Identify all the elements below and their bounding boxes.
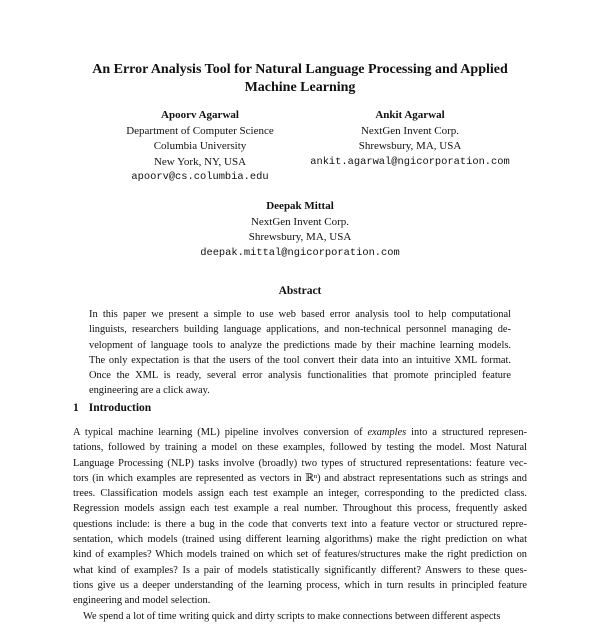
body-line: what kind of examples? Is a pair of models statistically significantly different? Answers to these ques- [73, 564, 527, 576]
emphasis-examples: examples [367, 427, 407, 438]
abstract-line: In this paper we present a simple to use web based error analysis tool to help computational [89, 309, 511, 320]
author-affiliation: New York, NY, USA [153, 155, 247, 168]
author-affiliation: Shrewsbury, MA, USA [248, 231, 352, 243]
section-number: 1 [73, 402, 79, 414]
body-text: A typical machine learning (ML) pipeline involves conversion of [73, 427, 368, 438]
body-text: into a structured represen- [406, 427, 527, 438]
abstract-line: Once the XML is ready, several error analysis functionalities that promote principled feature [89, 370, 511, 382]
body-line: We spend a lot of time writing quick and dirty scripts to make connections between different aspects [83, 610, 501, 622]
abstract-line: The only expectation is that the users of the tool convert their data into an intuitive XML format. [89, 354, 511, 366]
author-affiliation: Shrewsbury, MA, USA [358, 140, 462, 152]
title-line-2: Machine Learning [244, 80, 356, 95]
body-line: trees. Classification models assign each test example an integer, corresponding to the predicted class. [73, 488, 527, 500]
body-line: tions give us a deeper understanding of the learning process, which in turn results in principled feature [73, 579, 527, 591]
author-block-3 [150, 199, 450, 261]
author-affiliation: NextGen Invent Corp. [360, 124, 460, 137]
author-name: Apoorv Agarwal [161, 109, 239, 121]
abstract-heading: Abstract [278, 285, 322, 297]
author-block-1 [100, 108, 300, 186]
abstract-line: velopment of language tools to analyze the predictions made by their machine learning models. [89, 339, 511, 351]
author-name: Deepak Mittal [266, 200, 334, 212]
abstract-line: engineering are a click away. [89, 385, 210, 397]
body-line: questions include: is there a bug in the code that converts text into a feature vector or structured repre- [73, 518, 527, 530]
author-affiliation: NextGen Invent Corp. [250, 215, 350, 228]
title-line-1: An Error Analysis Tool for Natural Language Processing and Applied [92, 62, 508, 77]
body-line: Language Processing (NLP) tasks involve (broadly) two types of structured representations: feature vec- [73, 457, 527, 469]
abstract-line: linguists, researchers building language applications, and non-technical personnel managing de- [89, 324, 511, 336]
body-line: tors (in which examples are represented as vectors in ℝⁿ) and abstract representations such as strings and [73, 472, 527, 484]
author-email: apoorv@cs.columbia.edu [131, 171, 269, 183]
section-heading-introduction [73, 402, 151, 414]
body-line: tations, followed by training a model on these examples, followed by testing the model. Most Natural [73, 442, 527, 454]
author-email: deepak.mittal@ngicorporation.com [200, 246, 400, 259]
body-line: kind of examples? Which models trained on which set of features/structures make the right prediction on [73, 549, 527, 561]
author-email: ankit.agarwal@ngicorporation.com [310, 155, 510, 168]
paper-title [60, 61, 540, 97]
body-line: Regression models assign each test example a real number. Throughout this process, frequently asked [73, 503, 527, 515]
body-line: sentation, which models (trained using different learning algorithms) make the right prediction on what [73, 534, 527, 546]
author-affiliation: Columbia University [153, 140, 247, 152]
body-line: engineering and model selection. [73, 595, 211, 607]
section-title: Introduction [88, 402, 152, 414]
abstract-body [89, 307, 511, 399]
body-line [73, 425, 527, 440]
author-affiliation: Department of Computer Science [126, 124, 274, 137]
author-name: Ankit Agarwal [375, 109, 445, 121]
author-block-2 [280, 108, 540, 170]
introduction-body [73, 425, 527, 624]
